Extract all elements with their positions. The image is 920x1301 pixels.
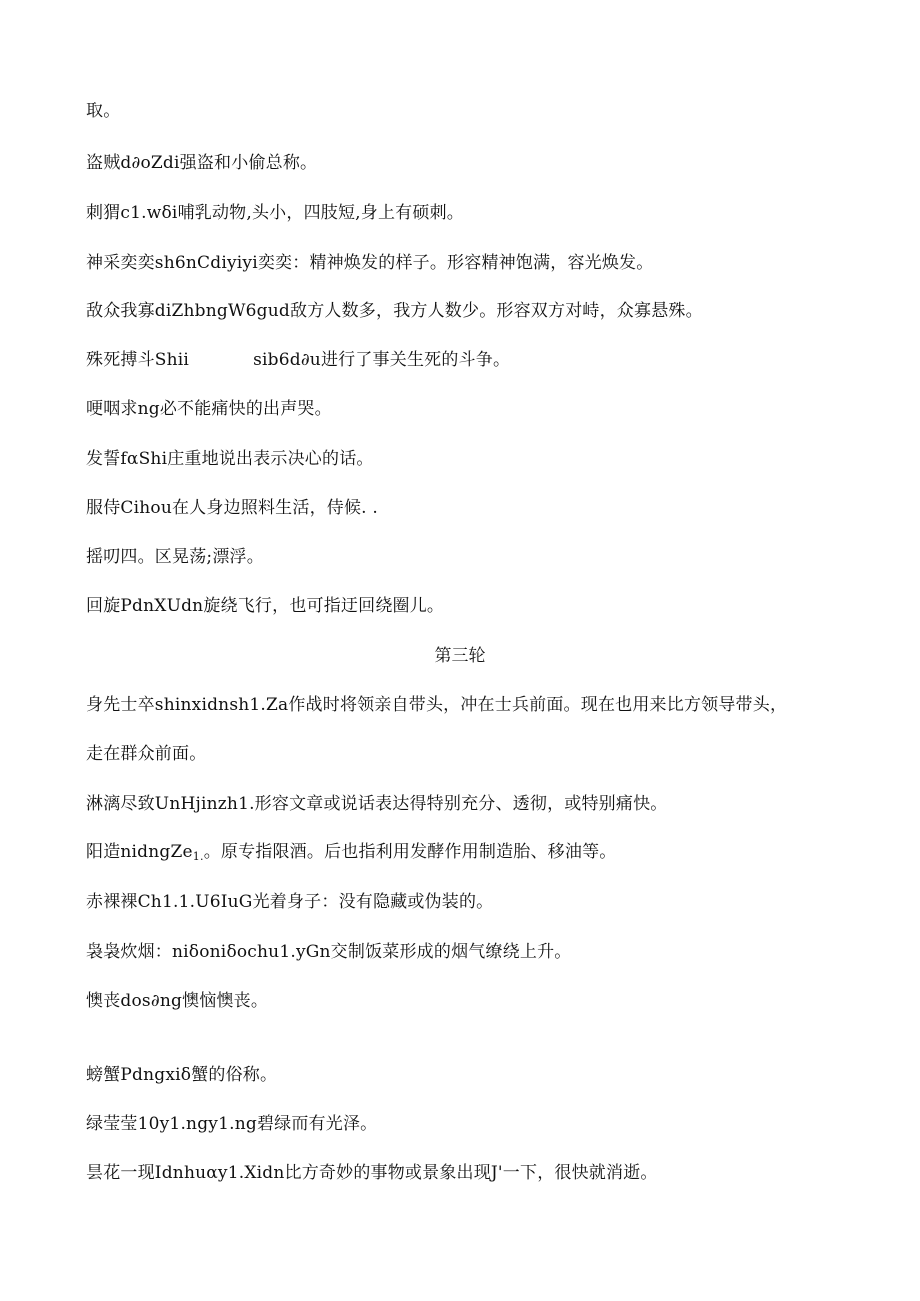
entry-line: 哽咽求ng必不能痛快的出声哭。 — [86, 399, 332, 419]
entry-line: 淋漓尽致UnHjinzh1.形容文章或说话表达得特别充分、透彻，或特别痛快。 — [86, 794, 668, 814]
entry-line: 盗贼d∂oZdi强盗和小偷总称。 — [86, 153, 318, 173]
entry-line: 走在群众前面。 — [86, 744, 207, 764]
entry-left: 殊死搏斗Shii — [86, 350, 190, 370]
entry-text-after: 。原专指限酒。后也指利用发酵作用制造胎、移油等。 — [203, 842, 617, 862]
entry-line: 取。 — [86, 101, 121, 121]
entry-line: 袅袅炊烟：niδoniδochu1.yGn交制饭菜形成的烟气缭绕上升。 — [86, 942, 572, 962]
entry-subscript: 1. — [192, 850, 204, 863]
entry-line: 懊丧dos∂ng懊恼懊丧。 — [86, 991, 269, 1011]
entry-text-before: 阳造nidngZe — [86, 842, 193, 862]
entry-right: sib6d∂u进行了事关生死的斗争。 — [253, 350, 511, 370]
entry-line: 刺猬c1.wδi哺乳动物,头小，四肢短,身上有硕刺。 — [86, 203, 464, 223]
entry-line: 身先士卒shinxidnsh1.Za作战时将领亲自带头，冲在士兵前面。现在也用来比方领导带头， — [86, 695, 788, 715]
entry-line: 绿莹莹10y1.ngy1.ng碧绿而有光泽。 — [86, 1114, 378, 1134]
entry-line: 螃蟹Pdngxiδ蟹的俗称。 — [86, 1065, 278, 1085]
entry-line: 敌众我寡diZhbngW6gud敌方人数多，我方人数少。形容双方对峙，众寡悬殊。 — [86, 301, 703, 321]
entry-line: 摇叨四。区晃荡;漂浮。 — [86, 547, 264, 567]
entry-line — [86, 840, 846, 869]
entry-line: 发誓fαShi庄重地说出表示决心的话。 — [86, 449, 374, 469]
entry-line: 昙花一现Idnhuαy1.Xidn比方奇妙的事物或景象出现J'一下，很快就消逝。 — [86, 1163, 658, 1183]
entry-line: 回旋PdnXUdn旋绕飞行，也可指迂回绕圈儿。 — [86, 596, 445, 616]
entry-line — [86, 348, 846, 372]
section-heading: 第三轮 — [434, 646, 486, 666]
entry-line: 服侍Cihou在人身边照料生活，侍候. . — [86, 498, 378, 518]
entry-line: 神采奕奕sh6nCdiyiyi奕奕：精神焕发的样子。形容精神饱满，容光焕发。 — [86, 253, 654, 273]
entry-line: 赤裸裸Ch1.1.U6IuG光着身子：没有隐藏或伪装的。 — [86, 892, 494, 912]
